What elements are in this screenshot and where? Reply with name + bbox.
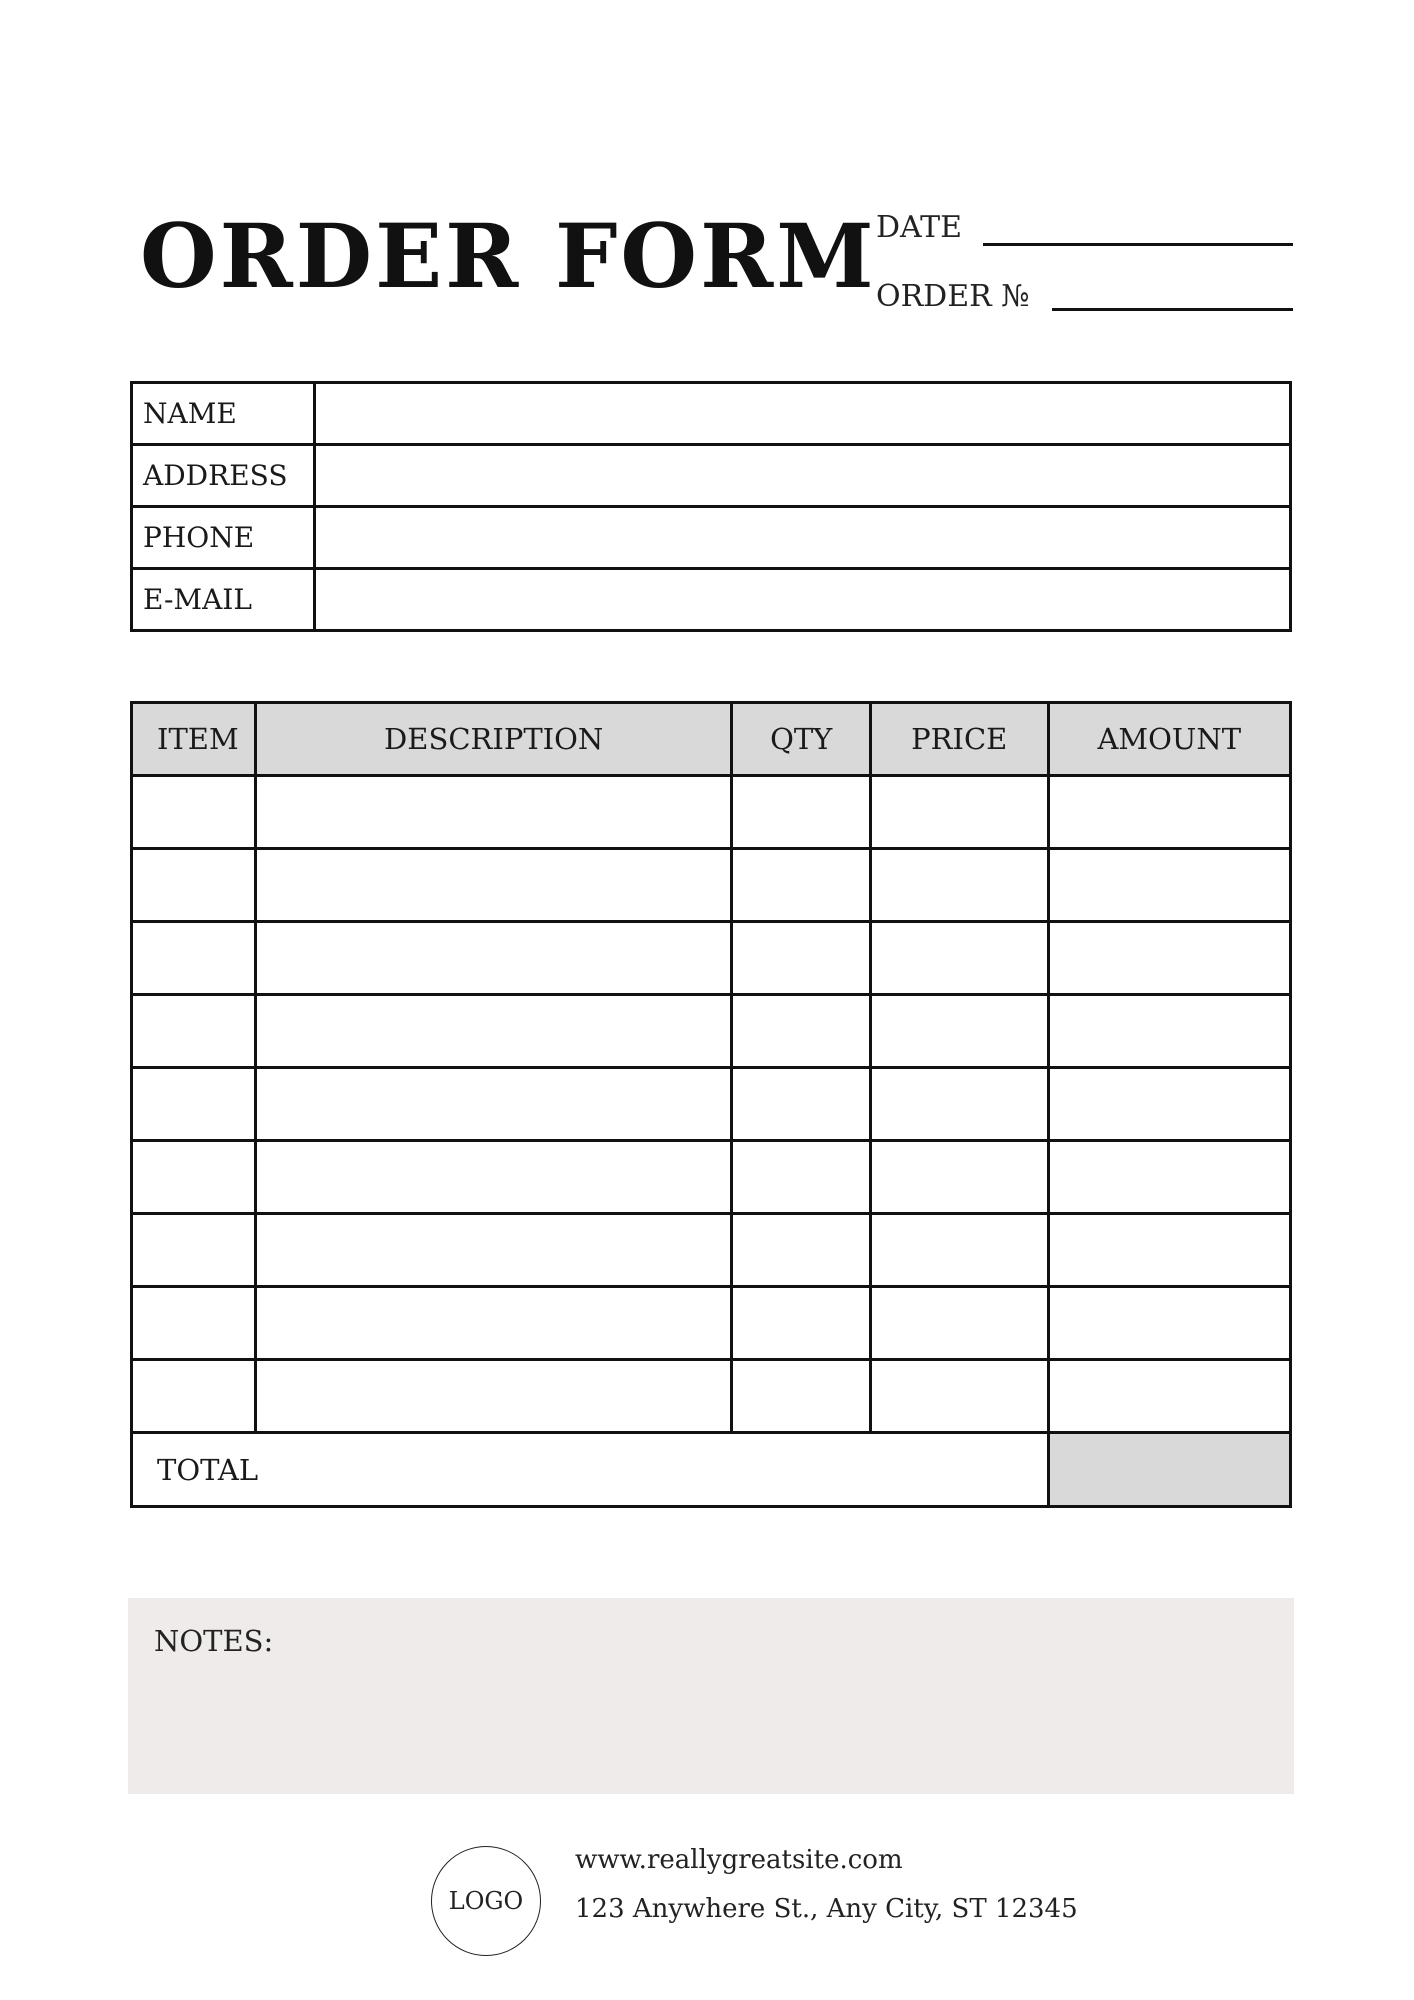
info-label: ADDRESS (132, 445, 315, 507)
item-cell[interactable] (132, 1141, 256, 1214)
info-value-field[interactable] (315, 569, 1291, 631)
qty-cell[interactable] (732, 1214, 871, 1287)
total-value-field[interactable] (1048, 1433, 1290, 1507)
description-cell[interactable] (255, 849, 732, 922)
date-field-line[interactable] (983, 243, 1293, 246)
item-cell[interactable] (132, 995, 256, 1068)
description-cell[interactable] (255, 1214, 732, 1287)
info-label: NAME (132, 383, 315, 445)
info-row-address (132, 445, 1291, 507)
price-cell[interactable] (870, 776, 1048, 849)
total-label: TOTAL (132, 1433, 1049, 1507)
info-value-field[interactable] (315, 445, 1291, 507)
description-cell[interactable] (255, 995, 732, 1068)
table-header-row (132, 703, 1291, 776)
column-header-description: DESCRIPTION (255, 703, 732, 776)
column-header-amount: AMOUNT (1048, 703, 1290, 776)
amount-cell[interactable] (1048, 922, 1290, 995)
qty-cell[interactable] (732, 1360, 871, 1433)
description-cell[interactable] (255, 1287, 732, 1360)
table-row (132, 849, 1291, 922)
description-cell[interactable] (255, 922, 732, 995)
info-row-email (132, 569, 1291, 631)
qty-cell[interactable] (732, 1068, 871, 1141)
item-cell[interactable] (132, 849, 256, 922)
total-row (132, 1433, 1291, 1507)
price-cell[interactable] (870, 1141, 1048, 1214)
amount-cell[interactable] (1048, 1214, 1290, 1287)
order-number-label: ORDER № (876, 279, 1030, 314)
footer-website: www.reallygreatsite.com (575, 1845, 903, 1875)
item-cell[interactable] (132, 1068, 256, 1141)
page-title: ORDER FORM (140, 204, 877, 308)
date-label: DATE (876, 210, 962, 245)
table-row (132, 1214, 1291, 1287)
item-cell[interactable] (132, 1287, 256, 1360)
item-cell[interactable] (132, 922, 256, 995)
info-label: E-MAIL (132, 569, 315, 631)
price-cell[interactable] (870, 922, 1048, 995)
table-row (132, 1141, 1291, 1214)
item-cell[interactable] (132, 1360, 256, 1433)
qty-cell[interactable] (732, 1141, 871, 1214)
amount-cell[interactable] (1048, 1287, 1290, 1360)
column-header-price: PRICE (870, 703, 1048, 776)
price-cell[interactable] (870, 1287, 1048, 1360)
description-cell[interactable] (255, 1141, 732, 1214)
item-cell[interactable] (132, 776, 256, 849)
table-row (132, 1068, 1291, 1141)
footer-address: 123 Anywhere St., Any City, ST 12345 (575, 1894, 1078, 1924)
description-cell[interactable] (255, 776, 732, 849)
info-row-name (132, 383, 1291, 445)
order-number-field-line[interactable] (1052, 308, 1293, 311)
price-cell[interactable] (870, 1068, 1048, 1141)
price-cell[interactable] (870, 849, 1048, 922)
amount-cell[interactable] (1048, 1360, 1290, 1433)
logo-placeholder (431, 1846, 541, 1956)
price-cell[interactable] (870, 1214, 1048, 1287)
customer-info-table (130, 381, 1292, 632)
table-row (132, 1287, 1291, 1360)
table-row (132, 922, 1291, 995)
item-cell[interactable] (132, 1214, 256, 1287)
logo-text: LOGO (448, 1887, 524, 1915)
order-items-table (130, 701, 1292, 1508)
info-value-field[interactable] (315, 507, 1291, 569)
amount-cell[interactable] (1048, 1068, 1290, 1141)
price-cell[interactable] (870, 1360, 1048, 1433)
qty-cell[interactable] (732, 922, 871, 995)
column-header-item: ITEM (132, 703, 256, 776)
table-row (132, 1360, 1291, 1433)
info-value-field[interactable] (315, 383, 1291, 445)
amount-cell[interactable] (1048, 849, 1290, 922)
description-cell[interactable] (255, 1068, 732, 1141)
amount-cell[interactable] (1048, 995, 1290, 1068)
table-row (132, 776, 1291, 849)
qty-cell[interactable] (732, 776, 871, 849)
info-label: PHONE (132, 507, 315, 569)
qty-cell[interactable] (732, 1287, 871, 1360)
amount-cell[interactable] (1048, 1141, 1290, 1214)
notes-box[interactable] (128, 1598, 1294, 1794)
price-cell[interactable] (870, 995, 1048, 1068)
qty-cell[interactable] (732, 995, 871, 1068)
qty-cell[interactable] (732, 849, 871, 922)
amount-cell[interactable] (1048, 776, 1290, 849)
table-row (132, 995, 1291, 1068)
column-header-qty: QTY (732, 703, 871, 776)
description-cell[interactable] (255, 1360, 732, 1433)
info-row-phone (132, 507, 1291, 569)
notes-label: NOTES: (154, 1624, 274, 1658)
